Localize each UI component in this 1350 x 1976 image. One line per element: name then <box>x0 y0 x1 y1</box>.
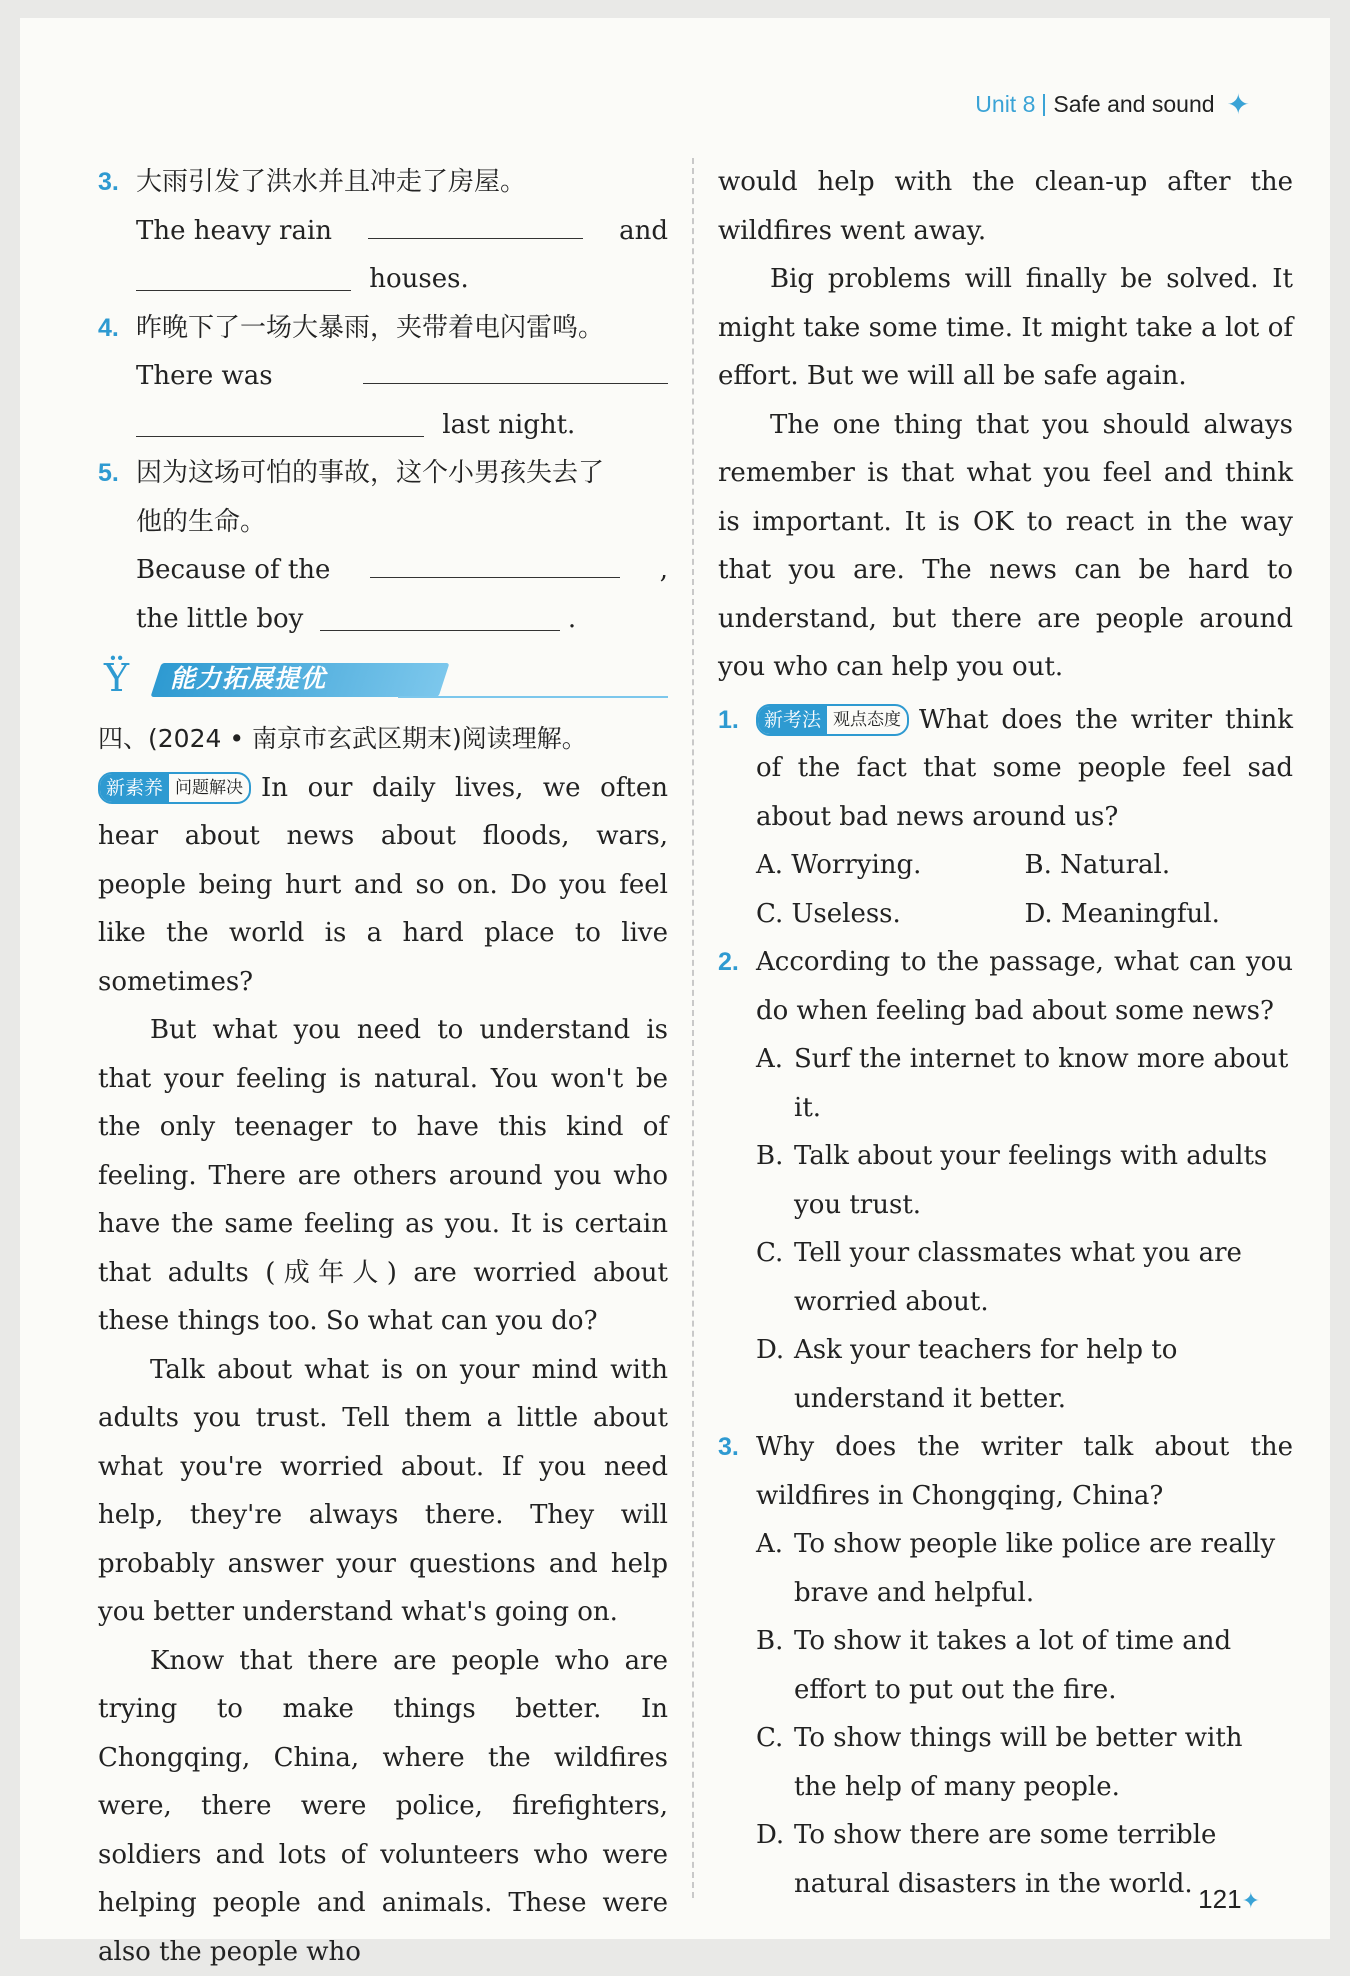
option-d[interactable]: D. To show there are some terrible natural disasters in the world. <box>756 1811 1293 1908</box>
option-a[interactable]: A. Surf the internet to know more about it. <box>756 1035 1293 1132</box>
left-column <box>98 158 668 1976</box>
passage-paragraph-6: The one thing that you should always remember is that what you feel and think is important. It is OK to react in the way that you are. The news can be hard to understand, but there are people around you who can help you out. <box>718 401 1293 692</box>
skill-tag: 新素养 问题解决 <box>98 772 251 804</box>
option-c[interactable]: C. Tell your classmates what you are worried about. <box>756 1229 1293 1326</box>
option-b[interactable]: B. Talk about your feelings with adults you trust. <box>756 1132 1293 1229</box>
section-banner <box>98 653 668 709</box>
passage-paragraph-2: But what you need to understand is that your feeling is natural. You won't be the only teenager to have this kind of feeling. There are others around you who have the same feeling as you. It is certain that adults (成年人) are worried about these things too. So what can you do? <box>98 1006 668 1346</box>
sentence-start: The heavy rain <box>136 207 332 256</box>
answer-blank[interactable] <box>136 406 424 437</box>
passage-paragraph-5: Big problems will finally be solved. It might take some time. It might take a lot of effort. But we will all be safe again. <box>718 255 1293 401</box>
banner-title: 能力拓展提优 <box>170 659 326 699</box>
translation-question-5 <box>98 449 668 643</box>
option-d[interactable]: D. Ask your teachers for help to understand it better. <box>756 1326 1293 1423</box>
unit-label: Unit 8 <box>975 91 1035 118</box>
sentence-part: and <box>619 207 668 256</box>
chinese-sentence: 昨晚下了一场大暴雨，夹带着电闪雷鸣。 <box>136 304 668 353</box>
question-number: 3. <box>718 1423 756 1908</box>
passage-paragraph-1: 新素养 问题解决 In our daily lives, we often hear about news about floods, wars, people being hurt and so on. Do you feel like the world is a hard place to live sometimes? <box>98 764 668 1007</box>
passage-paragraph-4-continued: would help with the clean-up after the wildfires went away. <box>718 158 1293 255</box>
chinese-sentence: 大雨引发了洪水并且冲走了房屋。 <box>136 158 668 207</box>
question-number: 2. <box>718 938 756 1423</box>
page-number: 121✦ <box>1198 1884 1260 1915</box>
option-c[interactable]: C. To show things will be better with the help of many people. <box>756 1714 1293 1811</box>
method-tag: 新考法 观点态度 <box>756 704 909 736</box>
translation-question-4 <box>98 304 668 450</box>
sentence-end: houses. <box>369 264 468 294</box>
column-divider <box>692 158 694 1898</box>
question-number: 1. <box>718 696 756 939</box>
option-a[interactable]: A. To show people like police are really brave and helpful. <box>756 1520 1293 1617</box>
answer-blank[interactable] <box>320 600 560 631</box>
question-number: 3. <box>98 158 136 304</box>
answer-blank[interactable] <box>136 260 351 291</box>
option-a[interactable]: A. Worrying. <box>756 841 1025 890</box>
answer-blank[interactable] <box>363 353 668 384</box>
header-divider <box>1043 94 1045 116</box>
reading-question-1 <box>718 696 1293 939</box>
sentence-start: There was <box>136 352 273 401</box>
translation-question-3 <box>98 158 668 304</box>
section-title: 四、(2024 • 南京市玄武区期末)阅读理解。 <box>98 715 668 764</box>
passage-paragraph-4: Know that there are people who are trying to make things better. In Chongqing, China, where the wildfires were, there were police, firefighters, soldiers and lots of volunteers who were helping people and animals. These were also the people who <box>98 1637 668 1976</box>
page <box>20 18 1330 1939</box>
sentence-start: Because of the <box>136 546 330 595</box>
option-b[interactable]: B. Natural. <box>1025 841 1294 890</box>
question-number: 4. <box>98 304 136 450</box>
reading-question-3 <box>718 1423 1293 1908</box>
page-header <box>975 88 1250 121</box>
unit-title: Safe and sound <box>1053 91 1214 118</box>
sparkle-icon: ✦ <box>1242 1888 1260 1913</box>
question-stem: What does the writer think of the fact that some people feel sad about bad news around us? <box>756 705 1293 832</box>
question-stem: According to the passage, what can you do when feeling bad about some news? <box>756 938 1293 1035</box>
option-d[interactable]: D. Meaningful. <box>1025 890 1294 939</box>
option-c[interactable]: C. Useless. <box>756 890 1025 939</box>
sentence-part: , <box>660 546 668 595</box>
right-column <box>718 158 1293 1908</box>
chinese-sentence: 他的生命。 <box>136 498 668 547</box>
trophy-icon: Ÿ <box>104 653 129 703</box>
option-b[interactable]: B. To show it takes a lot of time and effort to put out the fire. <box>756 1617 1293 1714</box>
passage-paragraph-3: Talk about what is on your mind with adults you trust. Tell them a little about what you're worried about. If you need help, they're always there. They will probably answer your questions and help you better understand what's going on. <box>98 1346 668 1637</box>
answer-blank[interactable] <box>368 208 583 239</box>
banner-line <box>398 696 668 698</box>
sentence-end: . <box>568 604 576 634</box>
answer-blank[interactable] <box>370 547 620 578</box>
chinese-sentence: 因为这场可怕的事故，这个小男孩失去了 <box>136 449 668 498</box>
sentence-end: last night. <box>442 410 575 440</box>
reading-question-2 <box>718 938 1293 1423</box>
question-stem: Why does the writer talk about the wildfires in Chongqing, China? <box>756 1423 1293 1520</box>
sparkle-icon: ✦ <box>1227 88 1250 121</box>
question-number: 5. <box>98 449 136 643</box>
sentence-start: the little boy <box>136 604 303 634</box>
